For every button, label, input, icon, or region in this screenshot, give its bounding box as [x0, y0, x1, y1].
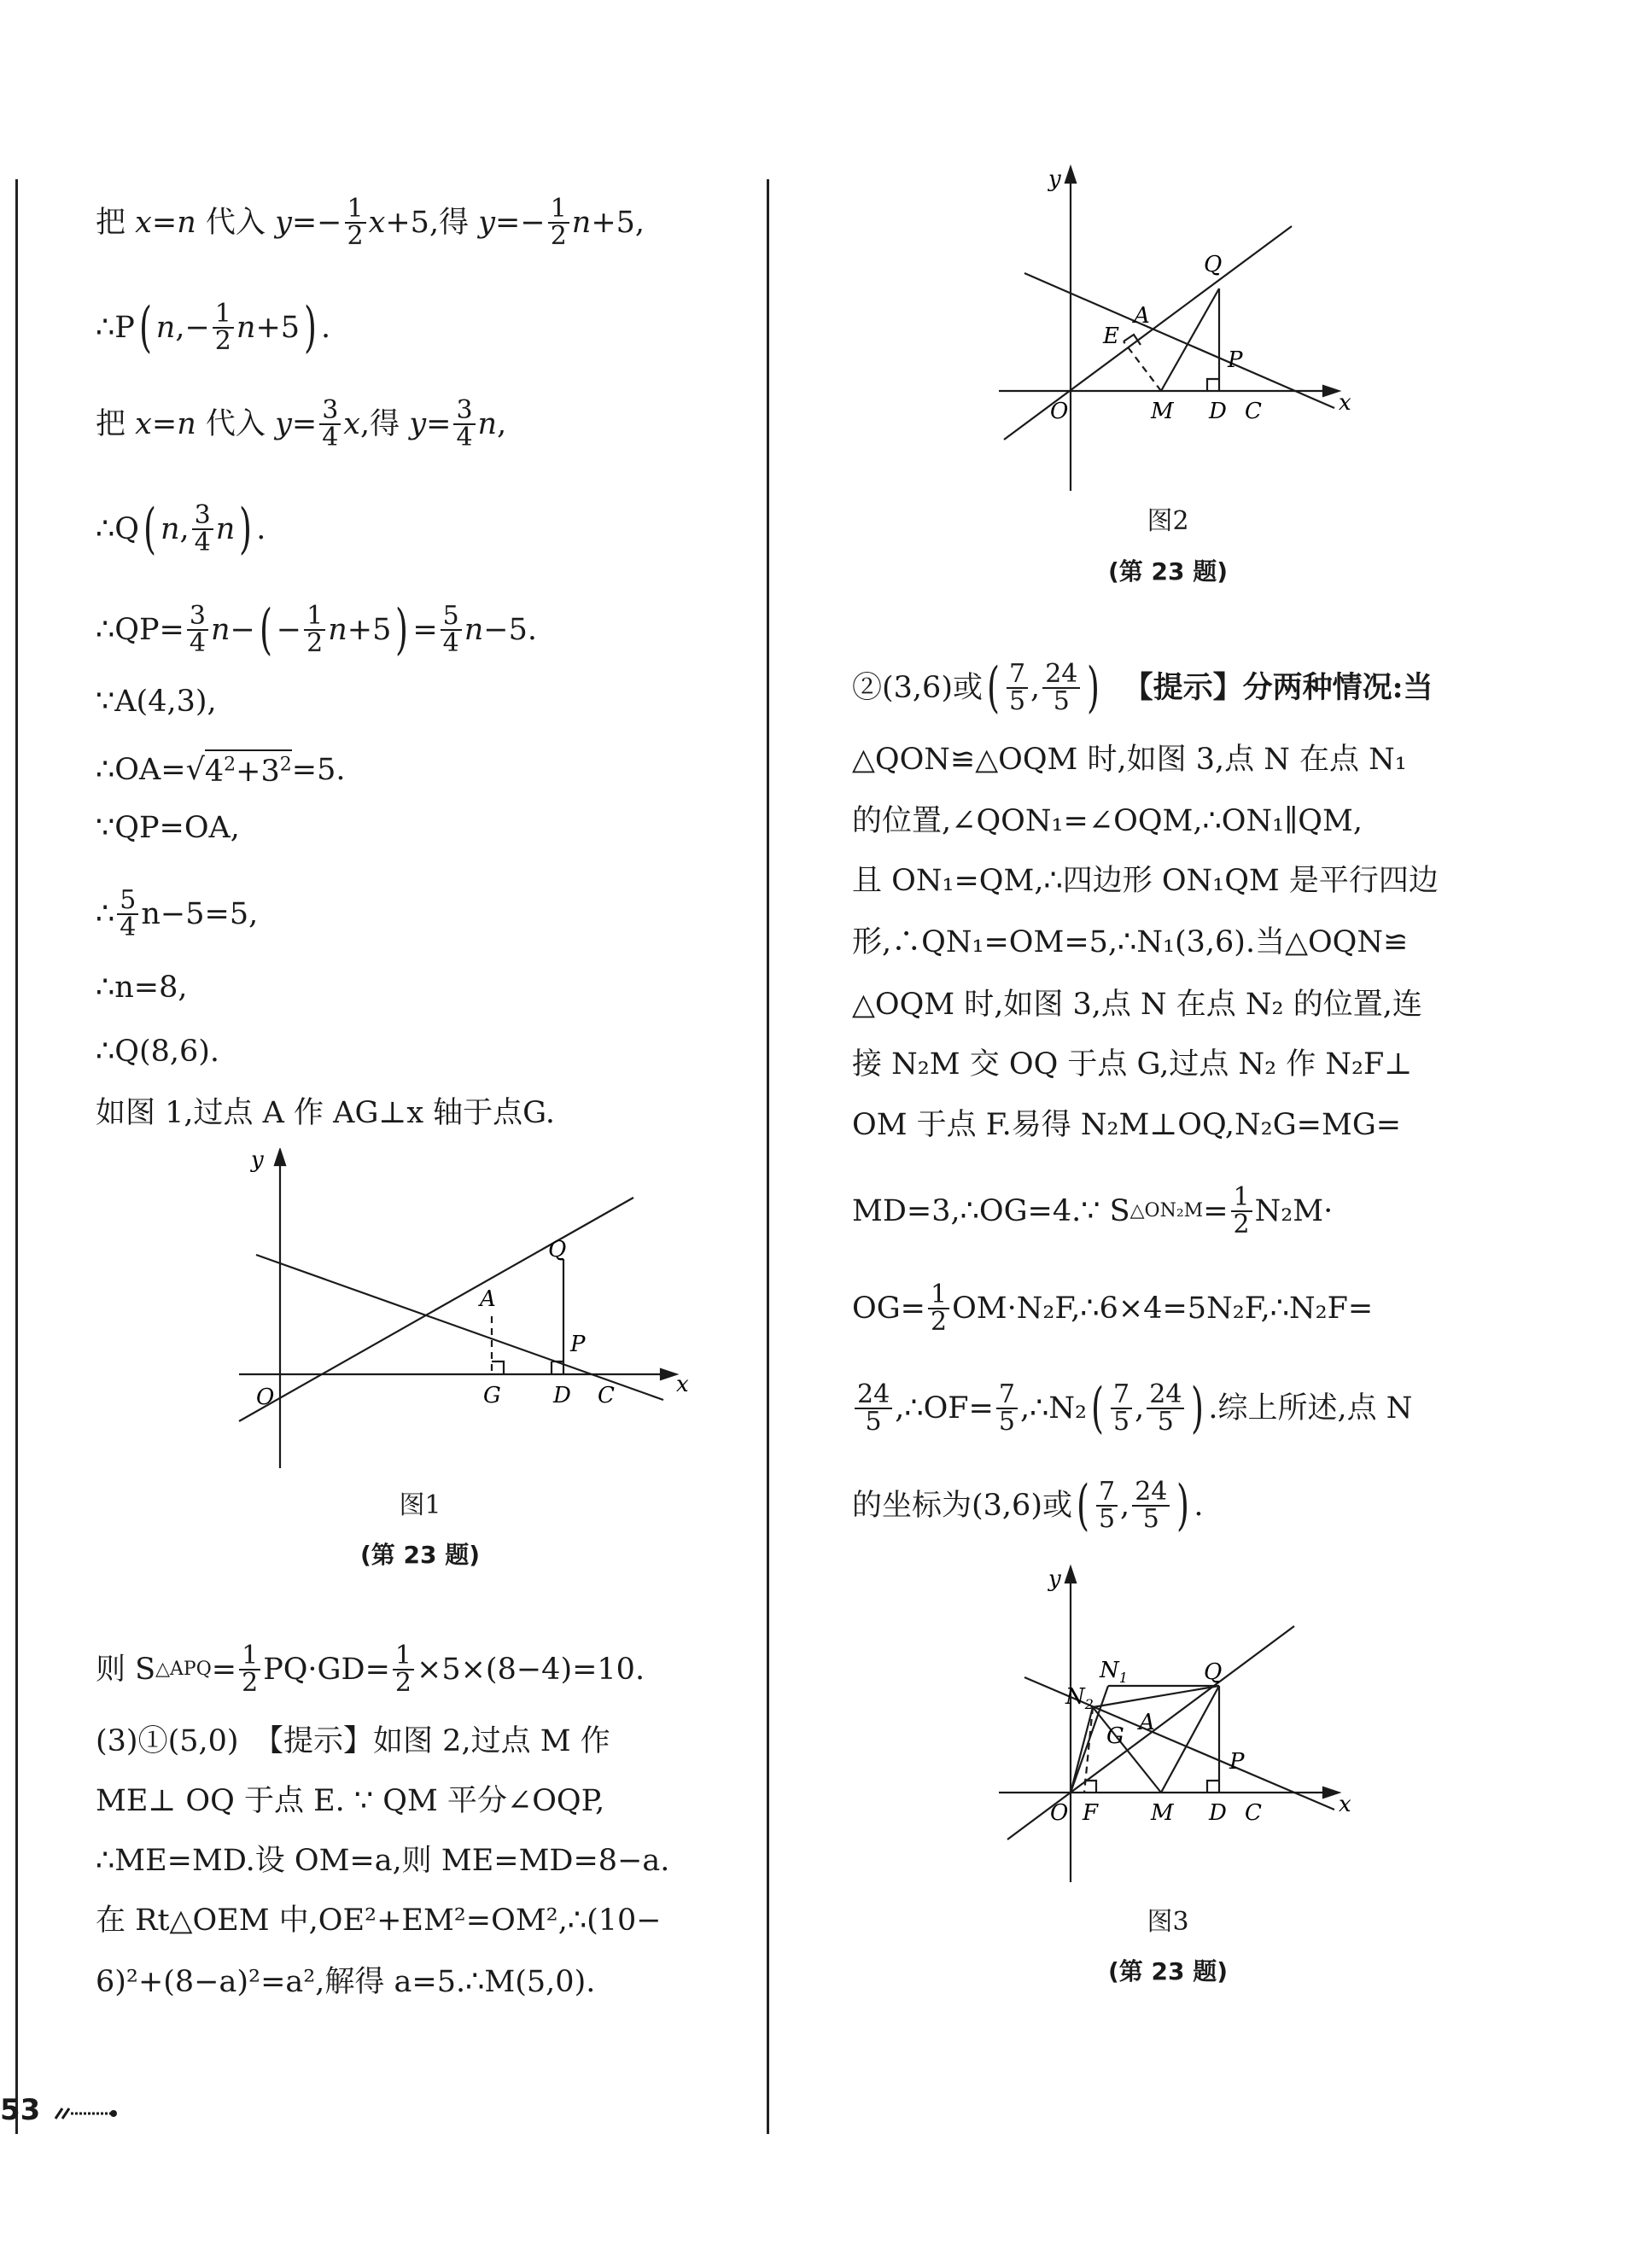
fig2-line-QM	[1161, 289, 1219, 391]
fig3-label-M: M	[1151, 1800, 1174, 1826]
solution-right-line-2: △QON≌△OQM 时,如图 3,点 N 在点 N₁	[852, 743, 1407, 777]
figure-1-subcaption: (第 23 题)	[359, 1541, 481, 1569]
solution-right-line-12: 的坐标为(3,6)或 ( $\frac{7}{5}$ , $\frac{24}{5}$ ) .	[852, 1474, 1204, 1537]
left-column-rule	[15, 179, 18, 2134]
page-number-ornament	[50, 2102, 119, 2122]
fig3-label-D: D	[1209, 1800, 1227, 1826]
fig2-label-Q: Q	[1204, 252, 1223, 277]
solution-line-6: ∵A(4,3),	[96, 685, 217, 719]
fig3-y-arrow	[1065, 1567, 1076, 1583]
fig2-label-M: M	[1151, 399, 1174, 424]
fig3-label-N1: $N_1$	[1100, 1658, 1128, 1686]
fig2-ME-dashed	[1124, 341, 1161, 391]
fig2-label-D: D	[1209, 399, 1227, 424]
solution-line-16: ∴ME=MD.设 OM=a,则 ME=MD=8−a.	[96, 1844, 670, 1878]
solution-line-11: ∴Q(8,6).	[96, 1035, 220, 1069]
fig1-line-AC	[256, 1255, 663, 1400]
fig2-label-x: x	[1339, 390, 1351, 416]
fig3-label-N2: $N_2$	[1065, 1684, 1094, 1712]
solution-right-line-8: OM 于点 F.易得 N₂M⊥OQ,N₂G=MG=	[852, 1108, 1402, 1142]
solution-line-15: ME⊥ OQ 于点 E. ∵ QM 平分∠OQP,	[96, 1784, 605, 1818]
fig2-label-E: E	[1103, 324, 1119, 349]
solution-line-4: ∴Q ( n , $\frac{3}{4}$ n ) .	[96, 498, 266, 561]
fig1-line-OQ	[239, 1198, 633, 1421]
solution-right-line-6: △OQM 时,如图 3,点 N 在点 N₂ 的位置,连	[852, 988, 1422, 1022]
fig3-label-G: G	[1106, 1723, 1124, 1749]
fig2-right-angle-E	[1124, 335, 1141, 345]
solution-line-7: ∴OA= √ $4^2+3^2$ =5.	[96, 749, 346, 790]
solution-line-3: 把 x = n 代入 y = $\frac{3}{4}$ x , 得 y = $\frac{3}{4}$ n ,	[96, 395, 507, 452]
fig3-label-Q: Q	[1204, 1659, 1223, 1685]
fig3-label-C: C	[1245, 1800, 1262, 1826]
fig2-y-arrow	[1065, 167, 1076, 183]
right-column	[852, 0, 1501, 2134]
solution-right-line-5: 形,∴QN₁=OM=5,∴N₁(3,6).当△OQN≌	[852, 925, 1409, 959]
page-number: 53	[0, 2093, 119, 2127]
fig1-label-O: O	[256, 1385, 275, 1410]
solution-line-12: 如图 1,过点 A 作 AG⊥x 轴于点G.	[96, 1096, 556, 1130]
solution-line-14: (3)①(5,0) 【提示】如图 2,过点 M 作	[96, 1724, 610, 1758]
fig3-label-F: F	[1083, 1800, 1099, 1826]
fig1-y-arrow	[275, 1150, 285, 1165]
solution-line-13: 则 S △APQ = $\frac{1}{2}$ PQ·GD= $\frac{1}{2}$ ×5×(8−4)=10.	[96, 1641, 645, 1698]
figure-3-caption: 图3	[1147, 1907, 1189, 1937]
solution-line-8: ∵QP=OA,	[96, 811, 240, 845]
solution-line-10: ∴n=8,	[96, 971, 188, 1005]
fig1-label-P: P	[570, 1332, 586, 1357]
solution-right-line-7: 接 N₂M 交 OQ 于点 G,过点 N₂ 作 N₂F⊥	[852, 1047, 1413, 1082]
solution-line-2: ∴P ( n ,− $\frac{1}{2}$ n +5 ) .	[96, 296, 331, 359]
fig1-right-angle-G	[492, 1361, 504, 1374]
figure-2-subcaption: (第 23 题)	[1107, 557, 1229, 586]
fig1-label-D: D	[553, 1383, 571, 1408]
center-column-rule	[767, 179, 769, 2134]
fig1-label-Q: Q	[548, 1237, 567, 1262]
fig1-label-A: A	[480, 1286, 496, 1312]
fig1-x-arrow	[661, 1369, 676, 1379]
fig3-label-x: x	[1339, 1792, 1351, 1817]
fig2-x-arrow	[1323, 386, 1339, 396]
solution-line-5: ∴QP= $\frac{3}{4}$ n − ( − $\frac{1}{2}$ n +5 ) = $\frac{5}{4}$ n −5.	[96, 598, 538, 662]
fig3-label-P: P	[1229, 1749, 1245, 1775]
fig2-right-angle-D	[1207, 379, 1219, 391]
fig3-label-O: O	[1050, 1800, 1069, 1826]
fig3-x-arrow	[1323, 1787, 1339, 1798]
fig3-label-A: A	[1139, 1710, 1155, 1735]
figure-1-caption: 图1	[399, 1490, 441, 1520]
solution-right-line-10: OG= $\frac{1}{2}$ OM·N₂F,∴6×4=5N₂F,∴N₂F=	[852, 1280, 1374, 1337]
fig2-label-P: P	[1228, 347, 1243, 373]
solution-line-9: ∴ $\frac{5}{4}$ n−5=5,	[96, 885, 259, 942]
figure-1-diagram	[232, 1148, 710, 1472]
figure-3-subcaption: (第 23 题)	[1107, 1957, 1229, 1985]
solution-right-line-9: MD=3,∴OG=4.∵ S △ON₂M = $\frac{1}{2}$ N₂M·	[852, 1182, 1334, 1239]
solution-right-line-11: $\frac{24}{5}$ ,∴OF= $\frac{7}{5}$ ,∴N₂ ( $\frac{7}{5}$ , $\frac{24}{5}$ ) .综上所述,点 N	[852, 1381, 1412, 1436]
solution-line-1: 把 x = n 代入 y =− $\frac{1}{2}$ x +5, 得 y =− $\frac{1}{2}$ n +5,	[96, 194, 645, 251]
solution-line-17: 在 Rt△OEM 中,OE²+EM²=OM²,∴(10−	[96, 1904, 662, 1938]
figure-3-diagram	[989, 1562, 1364, 1886]
fig1-label-y: y	[251, 1148, 264, 1173]
fig2-label-O: O	[1050, 399, 1069, 424]
figure-2-caption: 图2	[1147, 506, 1189, 536]
solution-line-18: 6)²+(8−a)²=a²,解得 a=5.∴M(5,0).	[96, 1965, 596, 1999]
solution-right-line-1: ②(3,6)或 ( $\frac{7}{5}$ , $\frac{24}{5}$ ) 【提示】分两种情况:当	[852, 656, 1433, 720]
figure-2-diagram	[989, 162, 1364, 495]
fig1-label-C: C	[598, 1383, 615, 1408]
fig1-label-x: x	[676, 1372, 689, 1397]
left-column	[96, 0, 744, 2134]
solution-right-line-3: 的位置,∠QON₁=∠OQM,∴ON₁∥QM,	[852, 804, 1363, 838]
fig2-label-C: C	[1245, 399, 1262, 424]
solution-right-line-4: 且 ON₁=QM,∴四边形 ON₁QM 是平行四边	[852, 864, 1439, 898]
fig3-label-y: y	[1048, 1566, 1061, 1592]
fig2-label-y: y	[1048, 166, 1061, 192]
fig2-label-A: A	[1134, 303, 1150, 329]
fig1-label-G: G	[483, 1383, 501, 1408]
fig3-right-angle-D	[1207, 1781, 1219, 1793]
